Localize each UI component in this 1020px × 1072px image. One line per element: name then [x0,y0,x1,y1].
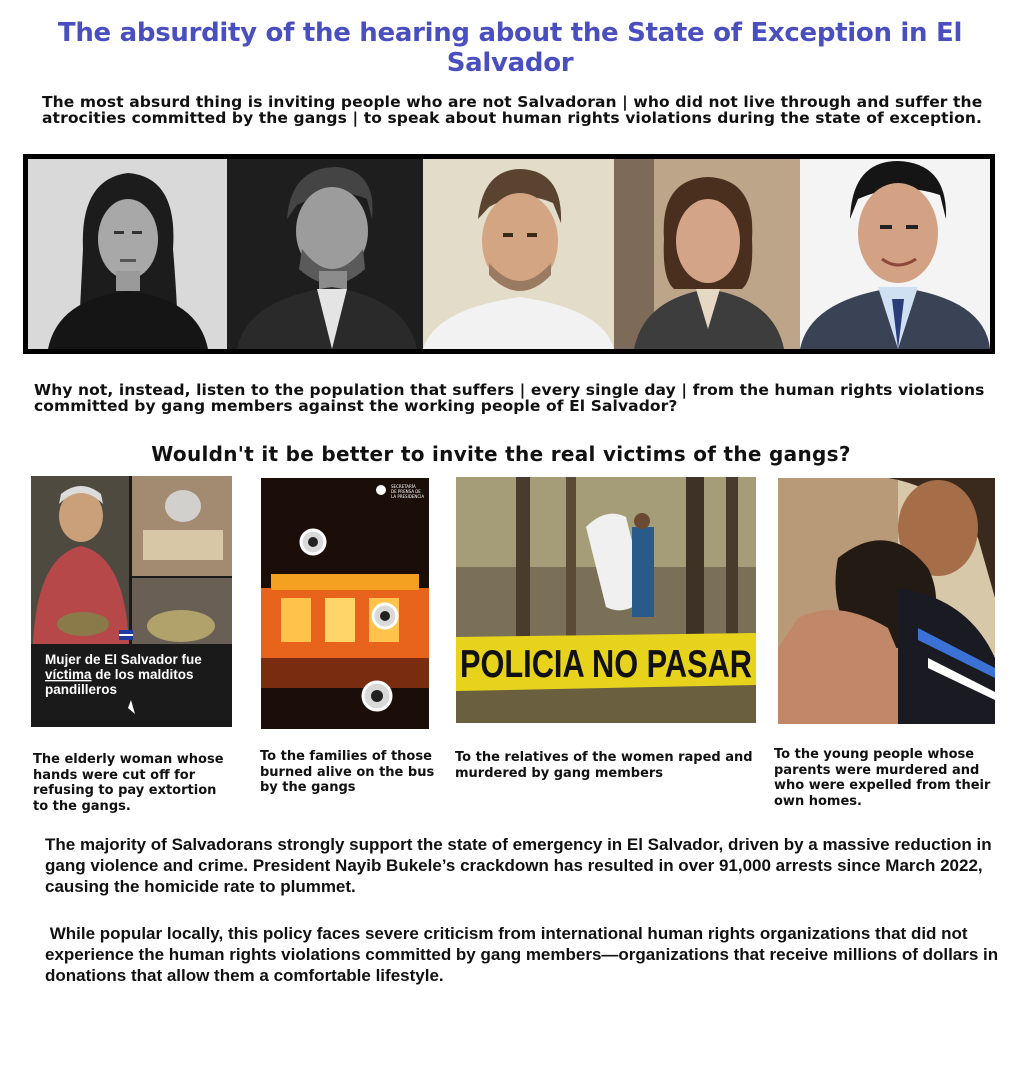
criticism-paragraph: While popular locally, this policy faces severe criticism from international human rights organizations that did not experience the human rights violations committed by gang members—organizations that receive millions of dollars in donations that allow them a comfortable lifestyle. [45,924,1003,985]
speaker-photo-1 [28,159,227,349]
victim-photo-elderly-woman [31,476,232,727]
speaker-photo-4 [614,159,800,349]
intro-text: The most absurd thing is inviting people who are not Salvadoran | who did not live through and suffer the atrocities committed by the gangs | to speak about human rights violations during the state of exception. [42,93,983,127]
victim-overlay-line2b: de los malditos [91,667,194,682]
support-paragraph: The majority of Salvadorans strongly support the state of emergency in El Salvador, driven by a massive reduction in gang violence and crime. President Nayib Bukele’s crackdown has resulted in over 91,000 arrests since March 2022, causing the homicide rate to plummet. [45,835,992,896]
svg-text:víctima de los malditos [45,667,194,682]
victim-overlay-line1: Mujer de El Salvador fue [45,652,202,667]
victim-caption-1: The elderly woman whose hands were cut off for refusing to pay extortion to the gangs. [33,752,224,814]
speaker-photo-strip [23,154,995,354]
question-text: Why not, instead, listen to the population that suffers | every single day | from the human rights violations committed by gang members against the working people of El Salvador? [34,381,985,415]
police-tape-text: POLICIA NO PASAR [460,643,752,686]
victim-photo-grieving-youth [778,478,995,724]
speaker-photo-2 [227,159,423,349]
press-logo-line2: DE PRENSA DE [391,489,421,494]
victim-overlay-line2a: víctima [45,667,92,682]
victims-heading: Wouldn't it be better to invite the real victims of the gangs? [151,442,851,466]
page-title: The absurdity of the hearing about the State of Exception in El Salvador [57,18,963,78]
victim-photo-crime-scene [456,477,756,723]
victim-overlay-line3: pandilleros [45,682,118,697]
victim-photo-burned-bus [261,478,429,729]
victim-caption-2: To the families of those burned alive on the bus by the gangs [260,749,435,795]
victim-caption-3: To the relatives of the women raped and murdered by gang members [455,750,753,781]
press-logo-line3: LA PRESIDENCIA [391,494,425,499]
victim-caption-4: To the young people whose parents were murdered and who were expelled from their own homes. [774,747,991,809]
speaker-photo-3 [423,159,614,349]
press-logo-line1: SECRETARÍA [391,484,416,489]
speaker-photo-5 [800,159,990,349]
